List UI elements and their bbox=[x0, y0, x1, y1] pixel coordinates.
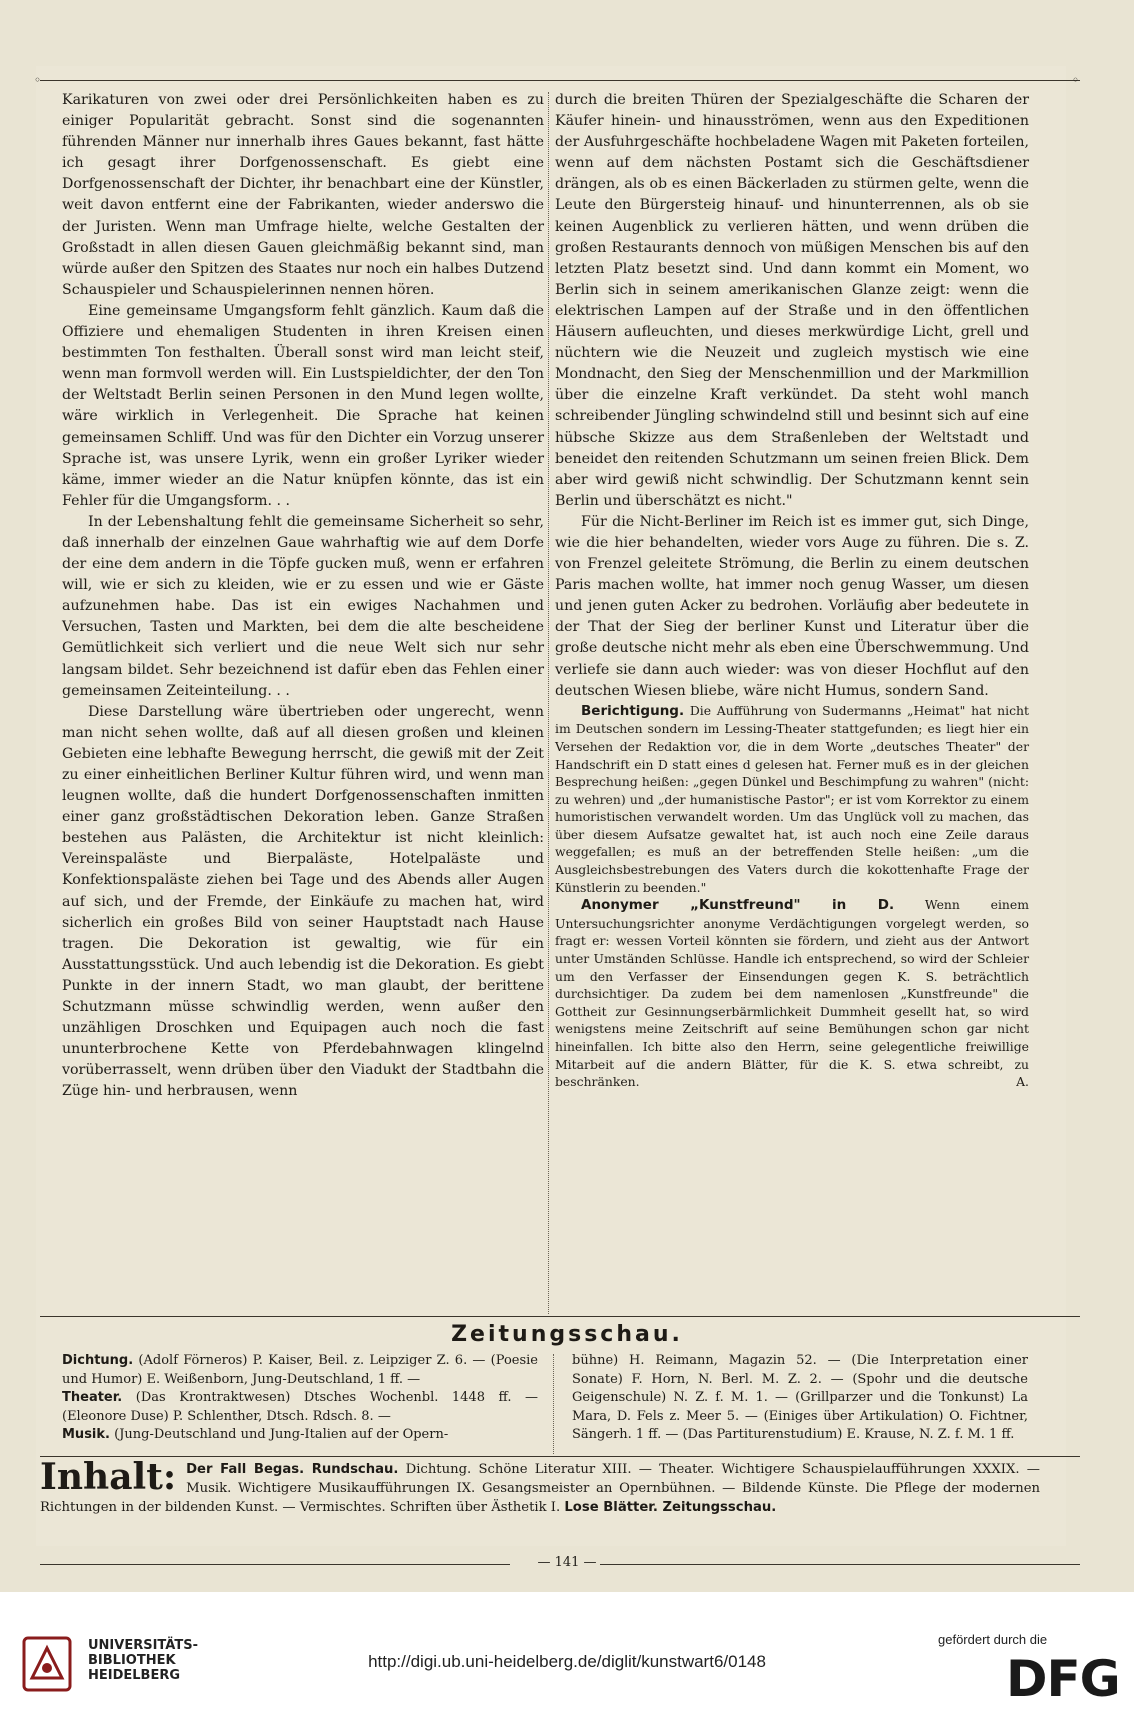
berichtigung-notice bbox=[555, 702, 1029, 897]
contents-bold: Der Fall Begas. Rundschau. bbox=[186, 1462, 399, 1477]
entry-head: Musik. bbox=[62, 1427, 110, 1443]
corner-ornament-right: ◦ bbox=[1072, 73, 1080, 87]
zeitungsschau-entry bbox=[62, 1389, 538, 1426]
section-rule bbox=[40, 1316, 1080, 1317]
corner-ornament-left: ◦ bbox=[34, 73, 42, 87]
paragraph: Eine gemeinsame Umgangsform fehlt gänzlich. Kaum daß die Offiziere und ehemaligen Studenten in ihren Kreisen einen bestimmten Ton festhalten. Überall sonst wird man leicht steif, wenn man formvoll werden will. Ein Lustspieldichter, der den Ton der Weltstadt Berlin seinen Personen in den Mund legen wollte, wäre wirklich in Verlegenheit. Die Sprache hat keinen gemeinsamen Schliff. Und was für den Dichter ein Vorzug unserer Sprache ist, was unsere Lyrik, wenn ein großer Lyriker wieder käme, immer wieder an die Natur knüpfen könnte, das ist ein Fehler für die Umgangsform. . . bbox=[62, 302, 544, 509]
zeitungsschau-right: bühne) H. Reimann, Magazin 52. — (Die Interpretation einer Sonate) F. Horn, N. Berl. M. Z. 2. — (Spohr und die deutsche Geigenschule) N. Z. f. M. 1. — (Grillparzer und die Tonkunst) La Mara, D. Fels z. Meer 5. — (Einiges über Artikulation) O. Fichtner, Sängerh. 1 ff. — (Das Partiturenstudium) E. Krause, N. Z. f. M. 1 ff. bbox=[572, 1353, 1028, 1443]
funding-label: gefördert durch die bbox=[938, 1632, 1048, 1647]
berichtigung-text: Die Aufführung von Sudermanns „Heimat" hat nicht im Deutschen sondern im Lessing-Theater stattgefunden; es liegt hier ein Versehen der Redaktion vor, die in dem Worte „deutsches Theater" der Handschrift ein D statt eines d gelesen hat. Ferner muß es in der gleichen Besprechung heißen: „gegen Dünkel und Beschimpfung zu wahren" (nicht: zu wehren) und „der humanistische Pastor"; er ist vom Korrektor zu einem humoristischen verwandelt worden. Um das Unglück voll zu machen, das über diesem Aufsatze gewaltet hat, ist auch noch eine Zeile daraus weggefallen; es muß an der betreffenden Stelle heißen: „um die Ausgleichsbestrebungen des Vaters durch die kokottenhafte Frage der Künstlerin zu beenden." bbox=[555, 702, 1029, 895]
anonymer-text: Wenn einem Untersuchungsrichter anonyme Verdächtigungen vorgelegt werden, so fragt er: wessen Vorteil könnten sie fördern, und zieht aus der Antwort unter Umständen Schlüsse. Handle ich entsprechend, so wird der Schleier um den Verfasser der Einsendungen gegen K. S. beträchtlich durchsichtiger. Da zudem bei dem namenlosen „Kunstfreunde" die Gottheit zur Gesinnungserbärmlichkeit Dummheit gesellt hat, so wird wenigstens meine Zeitschrift auf seine Bemühungen schon gar nicht hineinfallen. Ich bitte also den Herrn, seine gelegentliche freiwillige Mitarbeit auf die andern Blätter, für die K. S. etwa schreibt, zu beschränken. bbox=[555, 897, 1029, 1090]
berichtigung-heading: Berichtigung. bbox=[581, 702, 685, 719]
entry-text: (Adolf Förneros) P. Kaiser, Beil. z. Leipziger Z. 6. — (Poesie und Humor) E. Weißenborn, Jung-Deutschland, 1 ff. — bbox=[62, 1353, 538, 1387]
source-url[interactable]: http://digi.ub.uni-heidelberg.de/diglit/kunstwart6/0148 bbox=[368, 1652, 766, 1671]
paragraph: In der Lebenshaltung fehlt die gemeinsame Sicherheit so sehr, daß innerhalb der einzelnen Gaue wahrhaftig wie auf dem Dorfe der eine dem andern in die Töpfe gucken muß, wenn er erfahren will, wie er sich zu kleiden, wie er zu essen und wie er Gäste aufzunehmen habe. Das ist ein ewiges Nachahmen und Versuchen, Tasten und Markten, bei dem die alte bescheidene Gemütlichkeit sich verliert und die neue Welt sich nur sehr langsam bildet. Sehr bezeichnend ist dafür eben das Fehlen einer gemeinsamen Zeiteinteilung. . . bbox=[62, 513, 544, 699]
dfg-logo: DFG bbox=[1006, 1650, 1120, 1708]
paragraph: Für die Nicht-Berliner im Reich ist es immer gut, sich Dinge, wie die hier behandelten, wieder vors Auge zu führen. Die s. Z. von Frenzel geleitete Strömung, die Berlin zu einem deutschen Paris machen wollte, hat immer noch genug Wasser, um diesen und jenen guten Acker zu bedrohen. Vorläufig aber bedeutete in der That der Sieg der berliner Kunst und Literatur über die große deutsche nicht mehr als eben eine Überschwemmung. Und verliefe sie dann auch wieder: was von dieser Hochflut auf den deutschen Wiesen bliebe, wäre nicht Humus, sondern Sand. bbox=[555, 513, 1029, 699]
institution-line: HEIDELBERG bbox=[88, 1668, 181, 1683]
paragraph: Karikaturen von zwei oder drei Persönlichkeiten haben es zu einiger Popularität gebracht. Sonst sind die sogenannten führenden Männer nur innerhalb ihres Gaues bekannt, fast hätte ich gesagt ihrer Dorfgenossenschaft. Es giebt eine Dorfgenossenschaft der Dichter, ihr benachbart eine der Künstler, weit davon entfernt eine der Fabrikanten, wieder anderswo die der Juristen. Wenn man Umfrage hielte, welche Gestalten der Großstadt in allen diesen Gauen gleichmäßig bekannt sind, man würde außer den Spitzen des Staates nur noch ein halbes Dutzend Schauspieler und Schauspielerinnen nennen hören. bbox=[62, 92, 544, 298]
page-number: — 141 — bbox=[537, 1555, 597, 1570]
right-column bbox=[555, 90, 1029, 1091]
entry-text: (Jung-Deutschland und Jung-Italien auf der Opern- bbox=[114, 1427, 449, 1443]
zeitungsschau-divider bbox=[553, 1354, 554, 1454]
paragraph: durch die breiten Thüren der Spezialgeschäfte die Scharen der Käufer hinein- und hinausströmen, wenn aus den Expeditionen der Ausfuhrgeschäfte hochbeladene Wagen mit Paketen forteilen, wenn auf dem nächsten Postamt sich die Geschäftsdiener drängen, als ob es einen Bäckerladen zu stürmen gelte, wenn die Leute den Bürgersteig hinauf- und hinunterrennen, als ob sie keinen Augenblick zu verlieren hätten, und wenn drüben die großen Restaurants dennoch von müßigen Menschen bis auf den letzten Platz besetzt sind. Und dann kommt ein Moment, wo Berlin sich in seinem amerikanischen Glanze zeigt: wenn die elektrischen Lampen auf der Straße und in den öffentlichen Häusern aufleuchten, und dieses merkwürdige Licht, grell und nüchtern wie die Neuzeit und zugleich mystisch wie eine Mondnacht, den Sieg der Menschenmillion und der Markmillion über die einzelne Kraft verkündet. Da steht wohl manch schreibender Jüngling schwindelnd still und besinnt sich auf eine hübsche Skizze aus dem Straßenleben der Weltstadt und beneidet den reitenden Schutzmann um seinen freien Blick. Dem aber wird gewiß nicht schwindlig. Der Schutzmann kennt sein Berlin und überschätzt es nicht." bbox=[555, 92, 1029, 509]
inhalt-label: Inhalt: bbox=[40, 1456, 177, 1498]
section-rule bbox=[40, 1456, 1080, 1457]
zeitungsschau-entry bbox=[62, 1352, 538, 1389]
top-rule bbox=[40, 80, 1080, 81]
zeitungsschau-title: Zeitungsschau. bbox=[451, 1322, 683, 1347]
entry-head: Dichtung. bbox=[62, 1353, 134, 1368]
left-column bbox=[62, 90, 544, 1103]
entry-head: Theater. bbox=[62, 1390, 123, 1406]
page-rule-right bbox=[600, 1564, 1080, 1565]
signature: A. bbox=[1016, 1074, 1029, 1090]
contents-text: Dichtung. Schöne Literatur XIII. — Theater. Wichtigere Schauspielaufführungen XXXIX. — Musik. Wichtigere Musikaufführungen IX. Gesangsmeister an Opernbühnen. — Bildende Künste. Die Pflege der modernen Richtungen in der bildenden Kunst. — Vermischtes. Schriften über Ästhetik I. bbox=[40, 1462, 1040, 1515]
digitization-footer bbox=[0, 1592, 1134, 1720]
paragraph: Diese Darstellung wäre übertrieben oder ungerecht, wenn man nicht sehen wollte, daß auf all diesen großen und kleinen Gebieten eine lebhafte Bewegung herrscht, die gewiß mit der Zeit zu einer einheitlichen Berliner Kultur führen wird, und wenn man leugnen wollte, daß die hundert Dorfgenossenschaften inmitten einer ganz großstädtischen Dekoration leben. Ganze Straßen bestehen aus Palästen, die Architektur ist nicht kleinlich: Vereinspaläste und Bierpaläste, Hotelpaläste und Konfektionspaläste ziehen bei Tage und des Abends aller Augen auf sich, und der Fremde, der Einkäufe zu machen hat, wird sicherlich ein großes Bild von seiner Hauptstadt nach Hause tragen. Die Dekoration ist gewaltig, wie für ein Ausstattungsstück. Und auch lebendig ist die Dekoration. Es giebt Punkte in der innern Stadt, wo man glaubt, der berittene Schutzmann müsse schwindlig werden, wenn außer den unzähligen Droschken und Equipagen auch noch die fast ununterbrochene Kette von Pferdebahnwagen klingelnd vorüberrasselt, wenn drüben über den Viadukt der Stadtbahn die Züge hin- und herbrausen, wenn bbox=[62, 703, 544, 1100]
zeitungsschau-left bbox=[62, 1352, 538, 1445]
table-of-contents bbox=[40, 1456, 1040, 1517]
anonymer-notice bbox=[555, 896, 1029, 1091]
institution-line: BIBLIOTHEK bbox=[88, 1653, 176, 1668]
anonymer-heading: Anonymer „Kunstfreund" in D. bbox=[581, 897, 895, 914]
zeitungsschau-entry bbox=[62, 1426, 538, 1445]
entry-text: (Das Krontraktwesen) Dtsches Wochenbl. 1448 ff. — (Eleonore Duse) P. Schlenther, Dtsch. Rdsch. 8. — bbox=[62, 1390, 538, 1424]
institution-line: UNIVERSITÄTS- bbox=[88, 1638, 198, 1653]
contents-bold: Lose Blätter. Zeitungsschau. bbox=[564, 1500, 777, 1515]
column-divider bbox=[548, 92, 549, 1314]
